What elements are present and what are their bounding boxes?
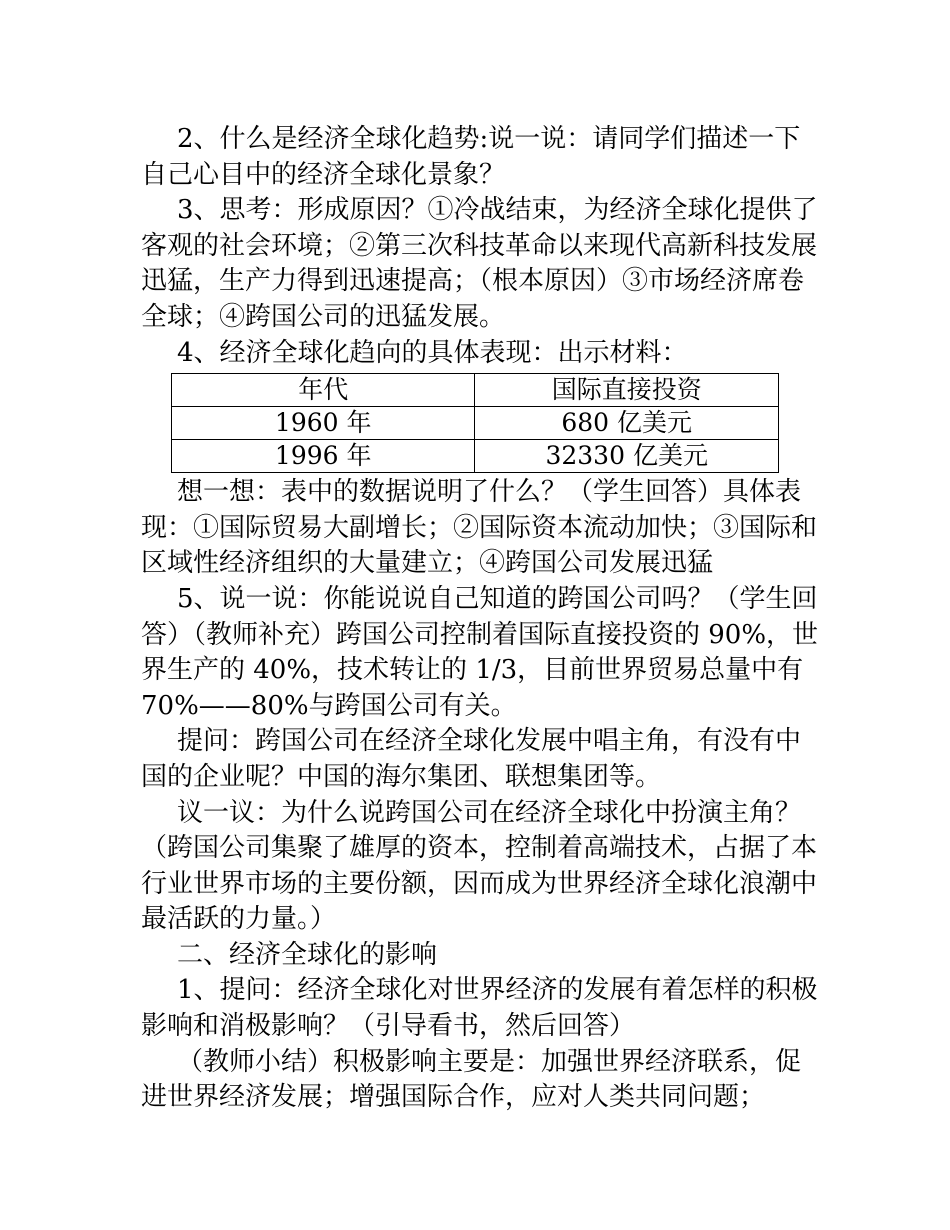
table-header-year: 年代 bbox=[172, 374, 475, 407]
document-body bbox=[141, 122, 821, 1116]
section-heading-impact: 二、经济全球化的影响 bbox=[177, 939, 438, 970]
paragraph-multinationals: 5、说一说：你能说说自己知道的跨国公司吗？（学生回答）（教师补充）跨国公司控制着国际直接投资的 90%，世界生产的 40%，技术转让的 1/3，目前世界贸易总量中有 70%——80%与跨国公司有关。 bbox=[141, 583, 819, 721]
table-cell-investment: 680 亿美元 bbox=[475, 407, 779, 440]
paragraph-manifestations-intro: 4、经济全球化趋向的具体表现：出示材料： bbox=[177, 337, 688, 368]
paragraph-discuss: 议一议：为什么说跨国公司在经济全球化中扮演主角？（跨国公司集聚了雄厚的资本，控制着高端技术，占据了本行业世界市场的主要份额，因而成为世界经济全球化浪潮中最活跃的力量。） bbox=[141, 797, 818, 935]
table-row bbox=[172, 407, 779, 440]
paragraph-question-chinese-firms: 提问：跨国公司在经济全球化发展中唱主角，有没有中国的企业呢？中国的海尔集团、联想集团等。 bbox=[141, 726, 802, 792]
table-cell-year: 1960 年 bbox=[172, 407, 475, 440]
paragraph-teacher-summary: （教师小结）积极影响主要是：加强世界经济联系，促进世界经济发展；增强国际合作，应对人类共同问题； bbox=[141, 1046, 802, 1113]
table-row bbox=[172, 440, 779, 473]
table-cell-investment: 32330 亿美元 bbox=[475, 440, 779, 473]
table-cell-year: 1996 年 bbox=[172, 440, 475, 473]
table-header-row bbox=[172, 374, 779, 407]
investment-table bbox=[171, 373, 779, 473]
paragraph-impact-question: 1、提问：经济全球化对世界经济的发展有着怎样的积极影响和消极影响？（引导看书，然后回答） bbox=[141, 975, 818, 1042]
paragraph-think: 想一想：表中的数据说明了什么？（学生回答）具体表现：①国际贸易大副增长；②国际资本流动加快；③国际和区域性经济组织的大量建立；④跨国公司发展迅猛 bbox=[141, 477, 818, 579]
paragraph-globalization-trend: 2、什么是经济全球化趋势:说一说：请同学们描述一下自己心目中的经济全球化景象？ bbox=[141, 124, 801, 190]
table-header-investment: 国际直接投资 bbox=[475, 374, 779, 407]
paragraph-causes: 3、思考：形成原因？①冷战结束，为经济全球化提供了客观的社会环境；②第三次科技革命以来现代高新科技发展迅猛，生产力得到迅速提高；（根本原因）③市场经济席卷全球；④跨国公司的迅猛发展。 bbox=[141, 195, 818, 332]
